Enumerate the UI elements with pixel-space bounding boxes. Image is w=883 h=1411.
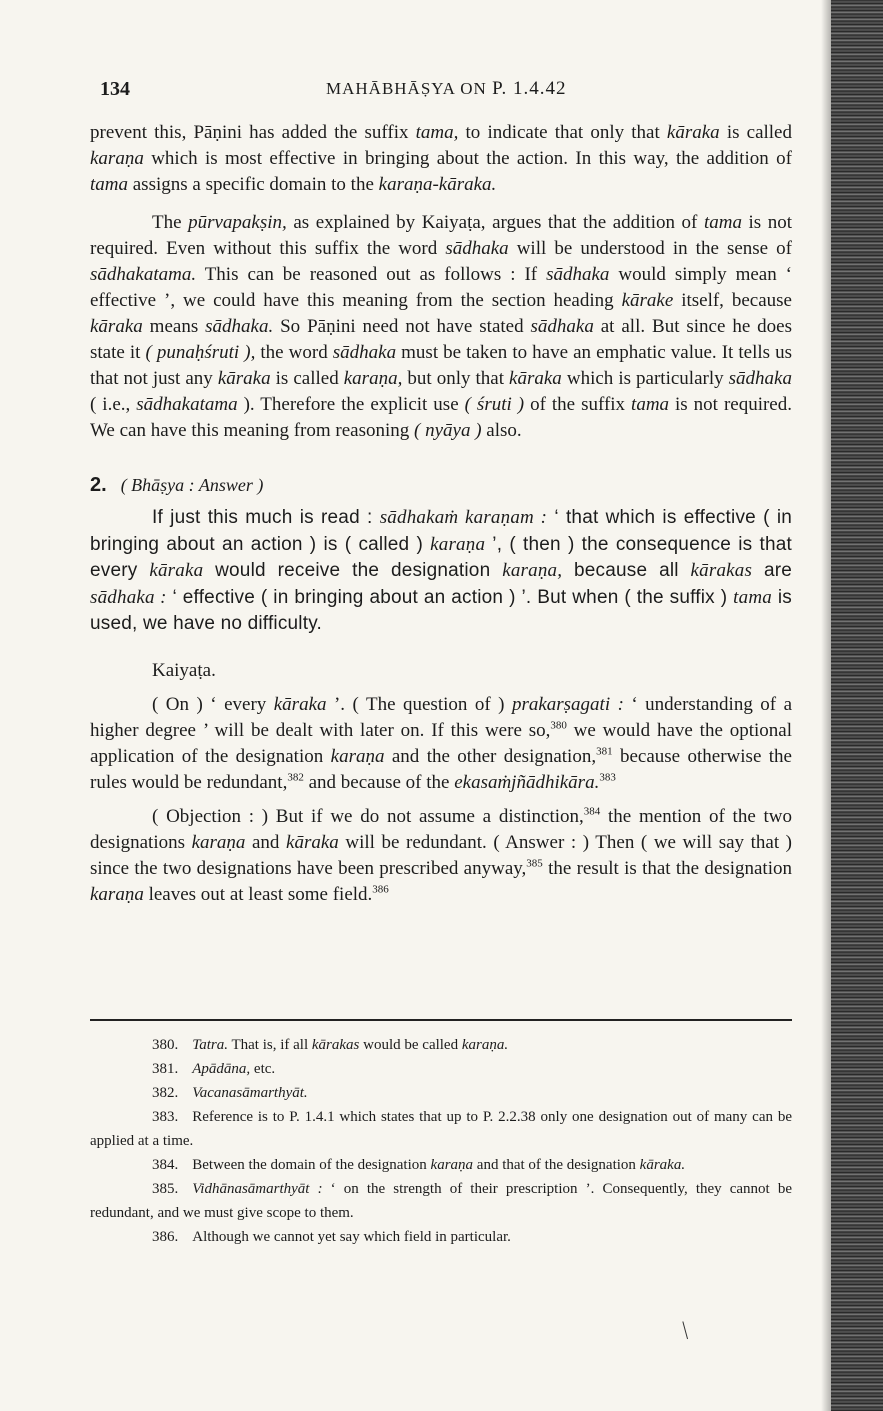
footnote-385: 385. Vidhānasāmarthyāt : ‘ on the strength of their prescription ’. Consequently, they cannot be redundant, and we must give scope to them. [90, 1181, 792, 1221]
section-number: 2. [90, 474, 107, 496]
paragraph-2: The pūrvapakṣin, as explained by Kaiyaṭa, argues that the addition of tama is not required. Even without this suffix the word sādhaka will be understood in the sense of sādhakatama. This can be reasoned out as follows : If sādhaka would simply mean ‘ effective ’, we could have this meaning from the section heading kārake itself, because kāraka means sādhaka. So Pāṇini need not have stated sādhaka at all. But since he does state it ( punaḥśruti ), the word sādhaka must be taken to have an emphatic value. It tells us that not just any kāraka is called karaṇa, but only that kāraka which is particularly sādhaka ( i.e., sādhakatama ). Therefore the explicit use ( śruti ) of the suffix tama is not required. We can have this meaning from reasoning ( nyāya ) also. [90, 212, 793, 441]
page-edge-shadow [821, 0, 831, 1411]
footnote-ref: 385 [526, 857, 543, 870]
section-2-heading: 2. ( Bhāṣya : Answer ) [90, 474, 264, 496]
paragraph-1: prevent this, Pāṇini has added the suffix tama, to indicate that only that kāraka is called karaṇa which is most effective in bringing about the action. In this way, the addition of tama assigns a specific domain to the karaṇa-kāraka. [90, 122, 792, 195]
kaiyata-heading: Kaiyaṭa. [152, 659, 216, 681]
footnote-ref: 382 [287, 771, 304, 784]
footnote-ref: 381 [596, 745, 613, 758]
footnote-ref: 383 [599, 771, 616, 784]
footnote-383: 383. Reference is to P. 1.4.1 which states that up to P. 2.2.38 only one designation out of many can be applied at a time. [90, 1109, 792, 1149]
running-head: MAHĀBHĀṢYA ON P. 1.4.42 [326, 78, 567, 99]
page-header [100, 76, 800, 106]
footnote-381: 381. Apādāna, etc. [152, 1061, 276, 1077]
stray-pen-mark: | [680, 1317, 690, 1341]
paragraph-3: If just this much is read : sādhakaṁ karaṇam : ‘ that which is effective ( in bringing about an action ) is ( called ) karaṇa ’, ( then ) the consequence is that every kāraka would receive the designation karaṇa, because all kārakas are sādhaka : ‘ effective ( in bringing about an action ) ’. But when ( the suffix ) tama is used, we have no difficulty. [90, 507, 793, 634]
footnote-ref: 386 [372, 883, 389, 896]
footnote-ref: 380 [550, 719, 567, 732]
footnotes [90, 1033, 792, 1249]
scanned-page-edge [831, 0, 883, 1411]
footnote-380: 380. Tatra. That is, if all kārakas would be called karaṇa. [152, 1037, 509, 1053]
footnote-divider [90, 1019, 792, 1021]
paragraph-5: ( Objection : ) But if we do not assume a distinction,$^{384}$ the mention of the two designations karaṇa and kāraka will be redundant. ( Answer : ) Then ( we will say that ) since the two designations have been prescribed anyway,$^{385}$ the result is that the designation karaṇa leaves out at least some field.$^{386}$ [90, 805, 793, 905]
footnote-ref: 384 [583, 805, 601, 818]
page-body [90, 120, 792, 908]
footnote-384: 384. Between the domain of the designation karaṇa and that of the designation kāraka. [152, 1157, 686, 1173]
paragraph-4: ( On ) ‘ every kāraka ’. ( The question of ) prakarṣagati : ‘ understanding of a higher degree ’ will be dealt with later on. If this were so,$^{380}$ we would have the optional application of the designation karaṇa and the other designation,$^{381}$ because otherwise the rules would be redundant,$^{382}$ and because of the ekasaṁjñādhikāra.$^{383}$ [90, 693, 793, 793]
footnote-382: 382. Vacanasāmarthyāt. [152, 1085, 308, 1101]
page-number: 134 [100, 78, 130, 100]
footnote-386: 386. Although we cannot yet say which field in particular. [152, 1229, 511, 1245]
